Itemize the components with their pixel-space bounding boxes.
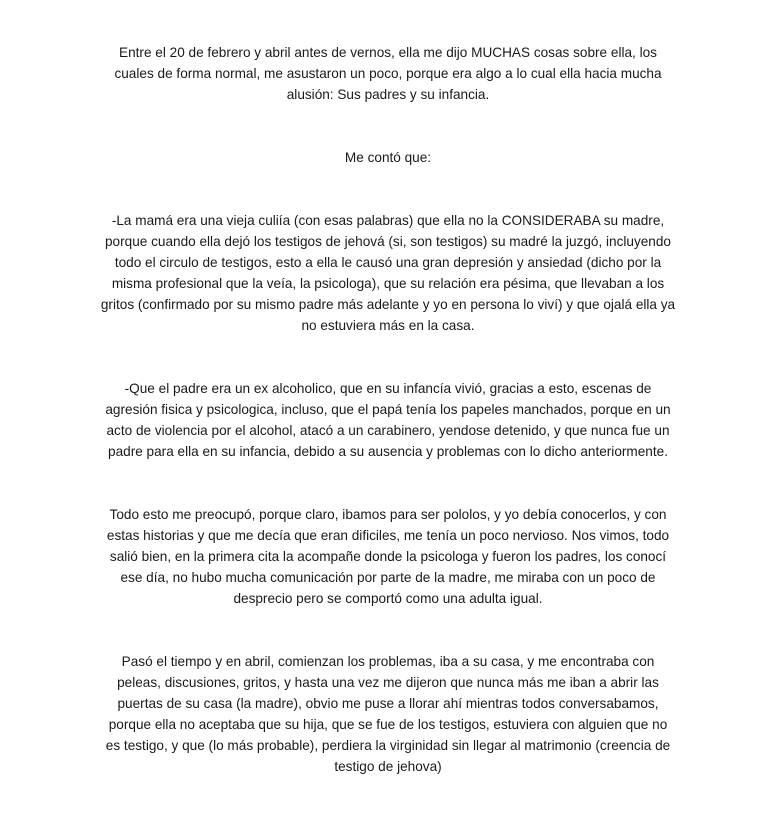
- paragraph-spacer: [100, 105, 676, 147]
- paragraph-mother: -La mamá era una vieja culiía (con esas palabras) que ella no la CONSIDERABA su madre, porque cuando ella dejó los testigos de jehová (si, son testigos) su madré la juzgó, incluyendo todo el circulo de testigos, esto a ella le causó una gran depresión y ansiedad (dicho por la misma profesional que la veía, la psicologa), que su relación era pésima, que llevaban a los gritos (confirmado por su mismo padre más adelante y yo en persona lo viví) y que ojalá ella ya no estuviera más en la casa.: [100, 213, 676, 333]
- paragraph-spacer: [100, 609, 676, 651]
- document-body: [100, 42, 676, 777]
- paragraph-spacer: [100, 168, 676, 210]
- paragraph-intro: Entre el 20 de febrero y abril antes de vernos, ella me dijo MUCHAS cosas sobre ella, los cuales de forma normal, me asustaron un poco, porque era algo a lo cual ella hacia mucha alusión: Sus padres y su infancia.: [114, 45, 662, 102]
- paragraph-spacer: [100, 336, 676, 378]
- paragraph-meeting: Todo esto me preocupó, porque claro, ibamos para ser pololos, y yo debía conocerlos, y con estas historias y que me decía que eran dificiles, me tenía un poco nervioso. Nos vimos, todo salió bien, en la primera cita la acompañe donde la psicologa y fueron los padres, los conocí ese día, no hubo mucha comunicación por parte de la madre, me miraba con un poco de desprecio pero se comportó como una adulta igual.: [106, 507, 670, 606]
- paragraph-problems: Pasó el tiempo y en abril, comienzan los problemas, iba a su casa, y me encontraba con peleas, discusiones, gritos, y hasta una vez me dijeron que nunca más me iban a abrir las puertas de su casa (la madre), obvio me puse a llorar ahí mientras todos conversabamos, porque ella no aceptaba que su hija, que se fue de los testigos, estuviera con alguien que no es testigo, y que (lo más probable), perdiera la virginidad sin llegar al matrimonio (creencia de testigo de jehova): [105, 654, 671, 774]
- paragraph-father: -Que el padre era un ex alcoholico, que en su infancía vivió, gracias a esto, escenas de agresión fisica y psicologica, incluso, que el papá tenía los papeles manchados, porque en un acto de violencia por el alcohol, atacó a un carabinero, yendose detenido, y que nunca fue un padre para ella en su infancia, debido a su ausencia y problemas con lo dicho anteriormente.: [105, 381, 671, 459]
- paragraph-heading: Me contó que:: [344, 150, 432, 165]
- paragraph-spacer: [100, 462, 676, 504]
